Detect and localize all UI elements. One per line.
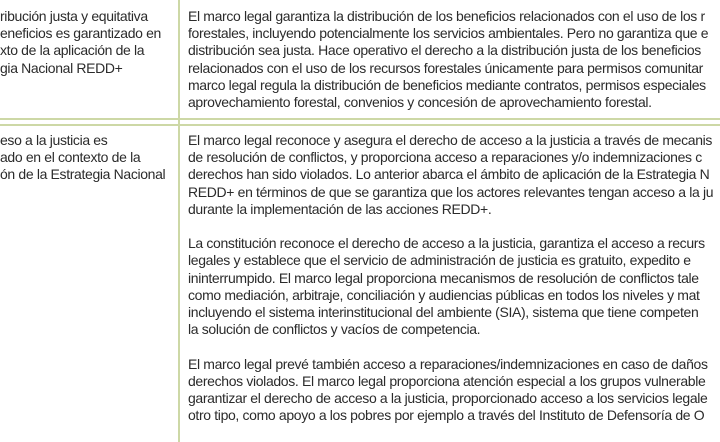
assessment-paragraph <box>188 235 720 338</box>
text-line: El marco legal reconoce y asegura el derecho de acceso a la justicia a través de mecanis <box>188 132 713 148</box>
text-line: El marco legal garantiza la distribución de los beneficios relacionados con el uso de los r <box>188 8 705 24</box>
text-line: derechos han sido violados. Lo anterior abarca el ámbito de aplicación de la Estrategia N <box>188 166 710 183</box>
text-line: gia Nacional REDD+ <box>0 59 123 76</box>
assessment-cell <box>188 8 720 116</box>
text-line: eso a la justicia es <box>0 132 108 148</box>
criterion-text <box>0 8 176 77</box>
text-line: durante la implementación de las acciones REDD+. <box>188 200 492 217</box>
criterion-cell <box>0 132 176 442</box>
text-line: otro tipo, como apoyo a los pobres por ejemplo a través del Instituto de Defensoría de O <box>188 407 705 424</box>
text-line: incluyendo el sistema interinstitucional del ambiente (SIA), sistema que tiene competen <box>188 304 699 321</box>
text-line: ininterrumpido. El marco legal proporciona mecanismos de resolución de conflictos tale <box>188 269 699 286</box>
criterion-text <box>0 132 176 184</box>
text-line: distribución sea justa. Hace operativo el derecho a la distribución justa de los beneficios <box>188 42 701 59</box>
text-line: legales y establece que el servicio de administración de justicia es gratuito, expedito e <box>188 252 691 269</box>
text-line: la solución de conflictos y vacíos de competencia. <box>188 321 481 338</box>
assessment-paragraph <box>188 356 720 425</box>
table-row-divider <box>0 118 720 120</box>
text-line: ribución justa y equitativa <box>0 8 148 24</box>
text-line: marco legal regula la distribución de beneficios mediante contratos, permisos especiales <box>188 76 706 93</box>
text-line: REDD+ en términos de que se garantiza que los actores relevantes tengan acceso a la ju <box>188 183 714 200</box>
text-line: eneficios es garantizado en <box>0 25 161 42</box>
text-line: como mediación, arbitraje, conciliación y audiencias públicas en todos los niveles y mat <box>188 286 700 303</box>
text-line: forestales, incluyendo potencialmente los servicios ambientales. Pero no garantiza que e <box>188 25 709 42</box>
assessment-cell <box>188 132 720 442</box>
table-row-divider <box>0 124 720 126</box>
text-line: El marco legal prevé también acceso a reparaciones/indemnizaciones en caso de daños <box>188 355 708 372</box>
text-line: xto de la aplicación de la <box>0 42 145 59</box>
assessment-paragraph <box>188 8 720 111</box>
table-vertical-divider <box>178 0 180 442</box>
text-line: relacionados con el uso de los recursos forestales únicamente para permisos comunitar <box>188 59 703 76</box>
text-line: garantizar el derecho de acceso a la justicia, proporcionado acceso a los servicios legale <box>188 390 708 407</box>
text-line: ado en el contexto de la <box>0 149 141 166</box>
criterion-cell <box>0 8 176 116</box>
text-line: de resolución de conflictos, y proporciona acceso a reparaciones y/o indemnizaciones c <box>188 149 702 166</box>
text-line: ón de la Estrategia Nacional <box>0 166 166 183</box>
text-line: La constitución reconoce el derecho de acceso a la justicia, garantiza el acceso a recurs <box>188 235 705 252</box>
text-line: aprovechamiento forestal, convenios y concesión de aprovechamiento forestal. <box>188 94 652 111</box>
text-line: derechos violados. El marco legal proporciona atención especial a los grupos vulnerable <box>188 372 706 389</box>
assessment-paragraph <box>188 132 720 218</box>
